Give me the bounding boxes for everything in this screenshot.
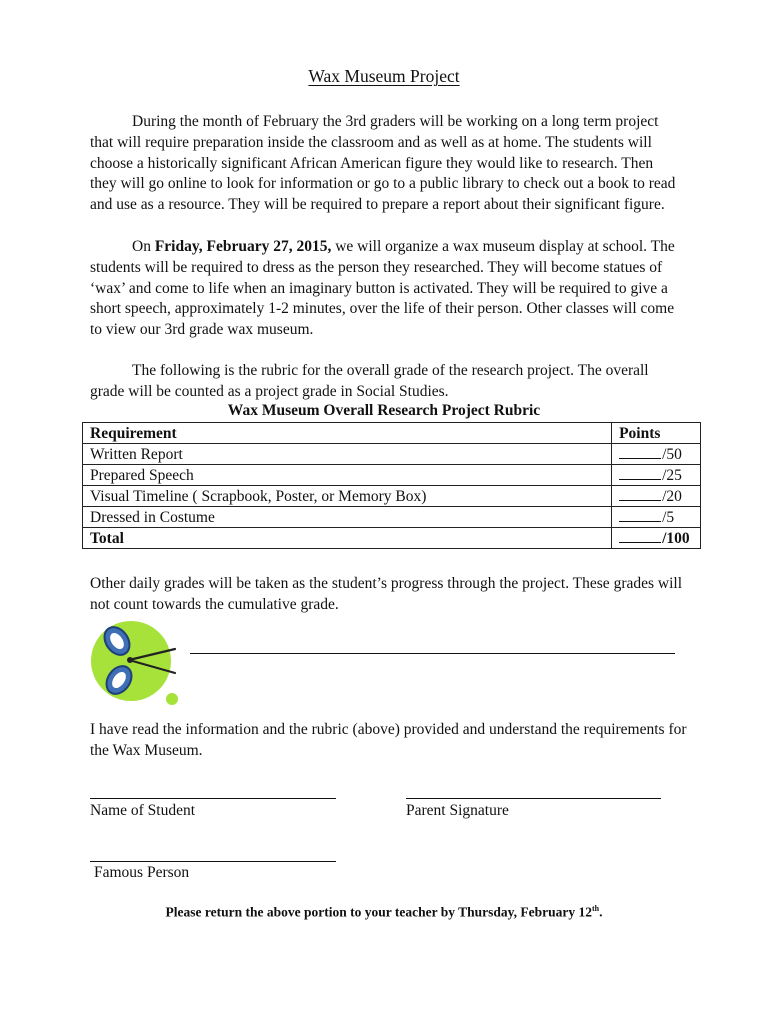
scissors-icon bbox=[89, 617, 181, 709]
rubric-requirement: Prepared Speech bbox=[83, 465, 612, 486]
points-blank bbox=[619, 528, 661, 543]
rubric-points-cell bbox=[612, 465, 701, 486]
rubric-total-row bbox=[83, 528, 701, 549]
points-blank bbox=[619, 486, 661, 501]
rubric-requirement: Dressed in Costume bbox=[83, 507, 612, 528]
return-note-superscript: th bbox=[592, 904, 600, 913]
rubric-requirement: Written Report bbox=[83, 444, 612, 465]
rubric-header-row bbox=[83, 423, 701, 444]
rubric-header-points: Points bbox=[612, 423, 701, 444]
intro-paragraph: During the month of February the 3rd graders will be working on a long term project that will require preparation inside the classroom and as well as at home. The students will choose a historically significant African American figure they would like to research. Then they will go online to look for information or go to a public library to check out a book to read and use as a resource. They will be required to prepare a report about their significant figure. bbox=[90, 113, 676, 214]
points-blank bbox=[619, 507, 661, 522]
famous-person-line[interactable] bbox=[90, 861, 336, 862]
event-lead: On bbox=[132, 238, 155, 255]
parent-signature-line[interactable] bbox=[406, 798, 661, 799]
table-row bbox=[83, 465, 701, 486]
table-row bbox=[83, 507, 701, 528]
event-details: we will organize a wax museum display at school. The students will be required to dress as the person they researched. They will become statues of ‘wax’ and come to life when an imaginary button is activated. They will be required to give a short speech, approximately 1-2 minutes, over the life of their person. Other classes will come to view our 3rd grade wax museum. bbox=[90, 238, 675, 339]
parent-signature-label: Parent Signature bbox=[406, 802, 509, 819]
famous-person-label: Famous Person bbox=[94, 864, 190, 881]
return-note-end: . bbox=[599, 904, 603, 920]
table-row bbox=[83, 444, 701, 465]
rubric-table bbox=[82, 422, 701, 549]
rubric-total-points: /100 bbox=[662, 530, 690, 547]
points-blank bbox=[619, 444, 661, 459]
points-blank bbox=[619, 465, 661, 480]
event-date: Friday, February 27, 2015, bbox=[154, 238, 332, 255]
table-row bbox=[83, 486, 701, 507]
rubric-points: /25 bbox=[662, 467, 682, 484]
rubric-requirement: Visual Timeline ( Scrapbook, Poster, or Memory Box) bbox=[83, 486, 612, 507]
rubric-header-requirement: Requirement bbox=[83, 423, 612, 444]
event-paragraph bbox=[90, 237, 678, 341]
rubric-points-cell bbox=[612, 444, 701, 465]
student-name-label: Name of Student bbox=[90, 802, 196, 819]
acknowledgement-text: I have read the information and the rubric (above) provided and understand the requirements for the Wax Museum. bbox=[90, 721, 687, 759]
return-note-text: Please return the above portion to your teacher by Thursday, February 12 bbox=[165, 904, 592, 920]
rubric-points: /50 bbox=[662, 446, 682, 463]
return-note bbox=[0, 904, 768, 921]
scissors-badge-dot bbox=[166, 693, 178, 705]
cut-line bbox=[190, 653, 675, 654]
document-title: Wax Museum Project bbox=[308, 66, 460, 86]
rubric-total-cell bbox=[612, 528, 701, 549]
daily-grades-note: Other daily grades will be taken as the student’s progress through the project. These grades will not count towards the cumulative grade. bbox=[90, 575, 683, 613]
rubric-intro-paragraph: The following is the rubric for the overall grade of the research project. The overall grade will be counted as a project grade in Social Studies. bbox=[90, 362, 649, 400]
rubric-points: /5 bbox=[662, 509, 675, 526]
rubric-points-cell bbox=[612, 486, 701, 507]
student-name-line[interactable] bbox=[90, 798, 336, 799]
rubric-points-cell bbox=[612, 507, 701, 528]
rubric-title: Wax Museum Overall Research Project Rubric bbox=[227, 402, 541, 419]
rubric-points: /20 bbox=[662, 488, 682, 505]
rubric-total-label: Total bbox=[83, 528, 612, 549]
